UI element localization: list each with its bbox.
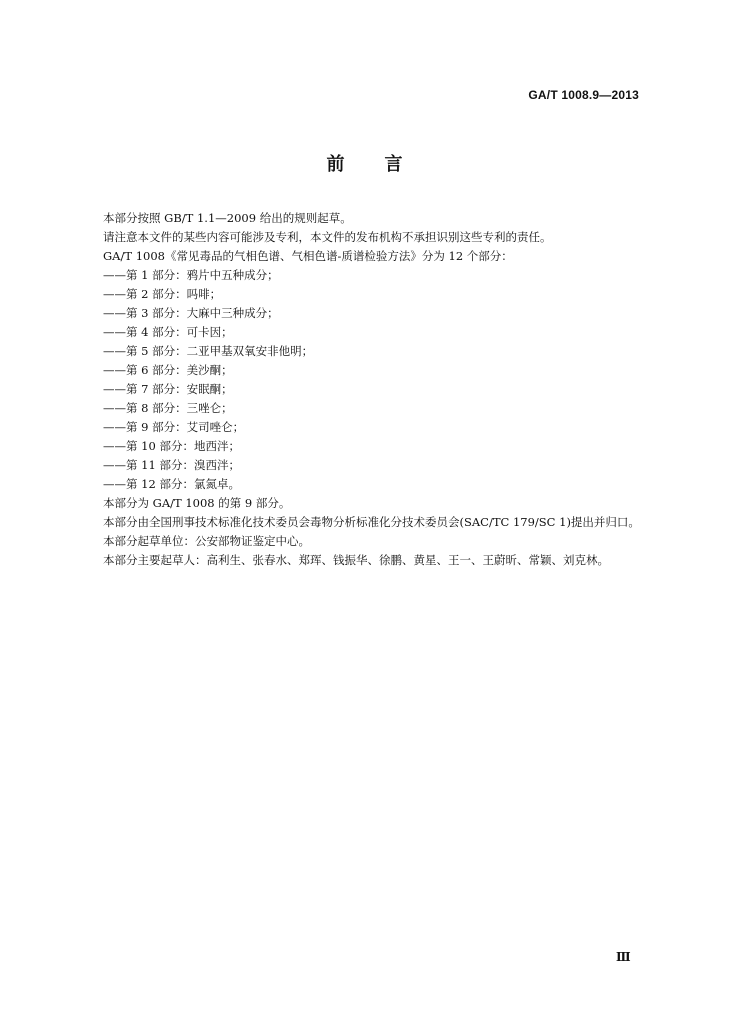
list-item: ——第 5 部分：二亚甲基双氧安非他明； (103, 344, 314, 358)
list-item: ——第 4 部分：可卡因； (103, 325, 233, 339)
list-item: ——第 12 部分：氯氮卓。 (103, 477, 240, 491)
list-item: ——第 6 部分：美沙酮； (103, 363, 233, 377)
drafting-rules-paragraph: 本部分按照 GB/T 1.1—2009 给出的规则起草。 (103, 211, 352, 225)
list-item: ——第 3 部分：大麻中三种成分； (103, 306, 279, 320)
foreword-body (80, 209, 640, 570)
list-item: ——第 9 部分：艾司唑仑； (103, 420, 245, 434)
list-item: ——第 10 部分：地西泮； (103, 439, 240, 453)
proposer-paragraph: 本部分由全国刑事技术标准化技术委员会毒物分析标准化分技术委员会(SAC/TC 179/SC 1)提出并归口。 (103, 515, 640, 529)
page-number: Ⅲ (616, 950, 631, 964)
list-item: ——第 11 部分：溴西泮； (103, 458, 240, 472)
page-title: 前言 (326, 154, 443, 175)
series-intro-paragraph: GA/T 1008《常见毒品的气相色谱、气相色谱-质谱检验方法》分为 12 个部分： (103, 249, 513, 263)
parts-list (80, 266, 640, 494)
list-item: ——第 8 部分：三唑仑； (103, 401, 233, 415)
part-statement-paragraph: 本部分为 GA/T 1008 的第 9 部分。 (103, 496, 291, 510)
list-item: ——第 7 部分：安眠酮； (103, 382, 233, 396)
drafters-paragraph: 本部分主要起草人：高利生、张春水、郑珲、钱振华、徐鹏、黄星、王一、王蔚昕、常颖、刘克林。 (103, 553, 609, 567)
list-item: ——第 2 部分：吗啡； (103, 287, 222, 301)
standard-code: GA/T 1008.9—2013 (528, 88, 639, 102)
drafting-unit-paragraph: 本部分起草单位：公安部物证鉴定中心。 (103, 534, 310, 548)
patent-notice-paragraph: 请注意本文件的某些内容可能涉及专利，本文件的发布机构不承担识别这些专利的责任。 (103, 230, 552, 244)
list-item: ——第 1 部分：鸦片中五种成分； (103, 268, 279, 282)
